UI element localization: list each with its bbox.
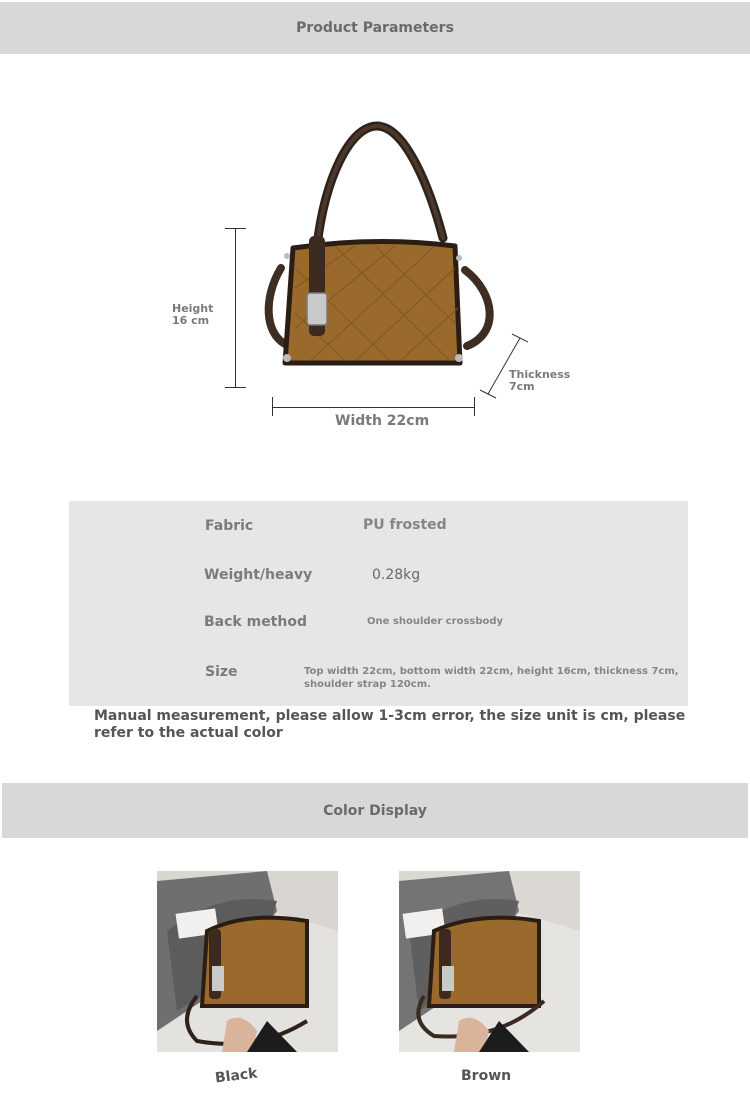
section-title: Product Parameters xyxy=(296,20,454,36)
spec-label-back-method: Back method xyxy=(204,614,307,630)
color-photo-black[interactable] xyxy=(157,871,338,1052)
width-cap-right xyxy=(474,397,475,416)
photo-brown-image xyxy=(399,871,580,1052)
photo-black-image xyxy=(157,871,338,1052)
bag-illustration xyxy=(255,118,505,373)
thickness-label: Thickness 7cm xyxy=(509,368,571,393)
width-label: Width 22cm xyxy=(335,413,430,429)
color-label-brown: Brown xyxy=(461,1068,512,1084)
color-photo-brown[interactable] xyxy=(399,871,580,1052)
measurement-note: Manual measurement, please allow 1-3cm error, the size unit is cm, please refer to the actual color xyxy=(94,708,686,741)
section-title: Color Display xyxy=(323,802,427,819)
height-line xyxy=(235,229,236,387)
color-label-black: Black xyxy=(214,1065,259,1087)
color-display-header xyxy=(2,783,748,838)
height-cap-top xyxy=(225,228,246,229)
height-label: Height 16 cm xyxy=(172,302,214,327)
width-line xyxy=(273,407,475,408)
spec-table xyxy=(69,501,688,706)
height-cap-bottom xyxy=(225,387,246,388)
spec-value-back-method: One shoulder crossbody xyxy=(367,616,504,627)
product-parameters-header xyxy=(0,2,750,54)
spec-value-size: Top width 22cm, bottom width 22cm, height 16cm, thickness 7cm, shoulder strap 120cm. xyxy=(304,666,679,690)
width-cap-left xyxy=(272,397,273,416)
spec-value-fabric: PU frosted xyxy=(363,517,447,533)
spec-label-weight: Weight/heavy xyxy=(204,567,313,583)
spec-value-weight: 0.28kg xyxy=(372,567,421,583)
spec-label-size: Size xyxy=(205,664,238,680)
spec-label-fabric: Fabric xyxy=(205,518,254,534)
